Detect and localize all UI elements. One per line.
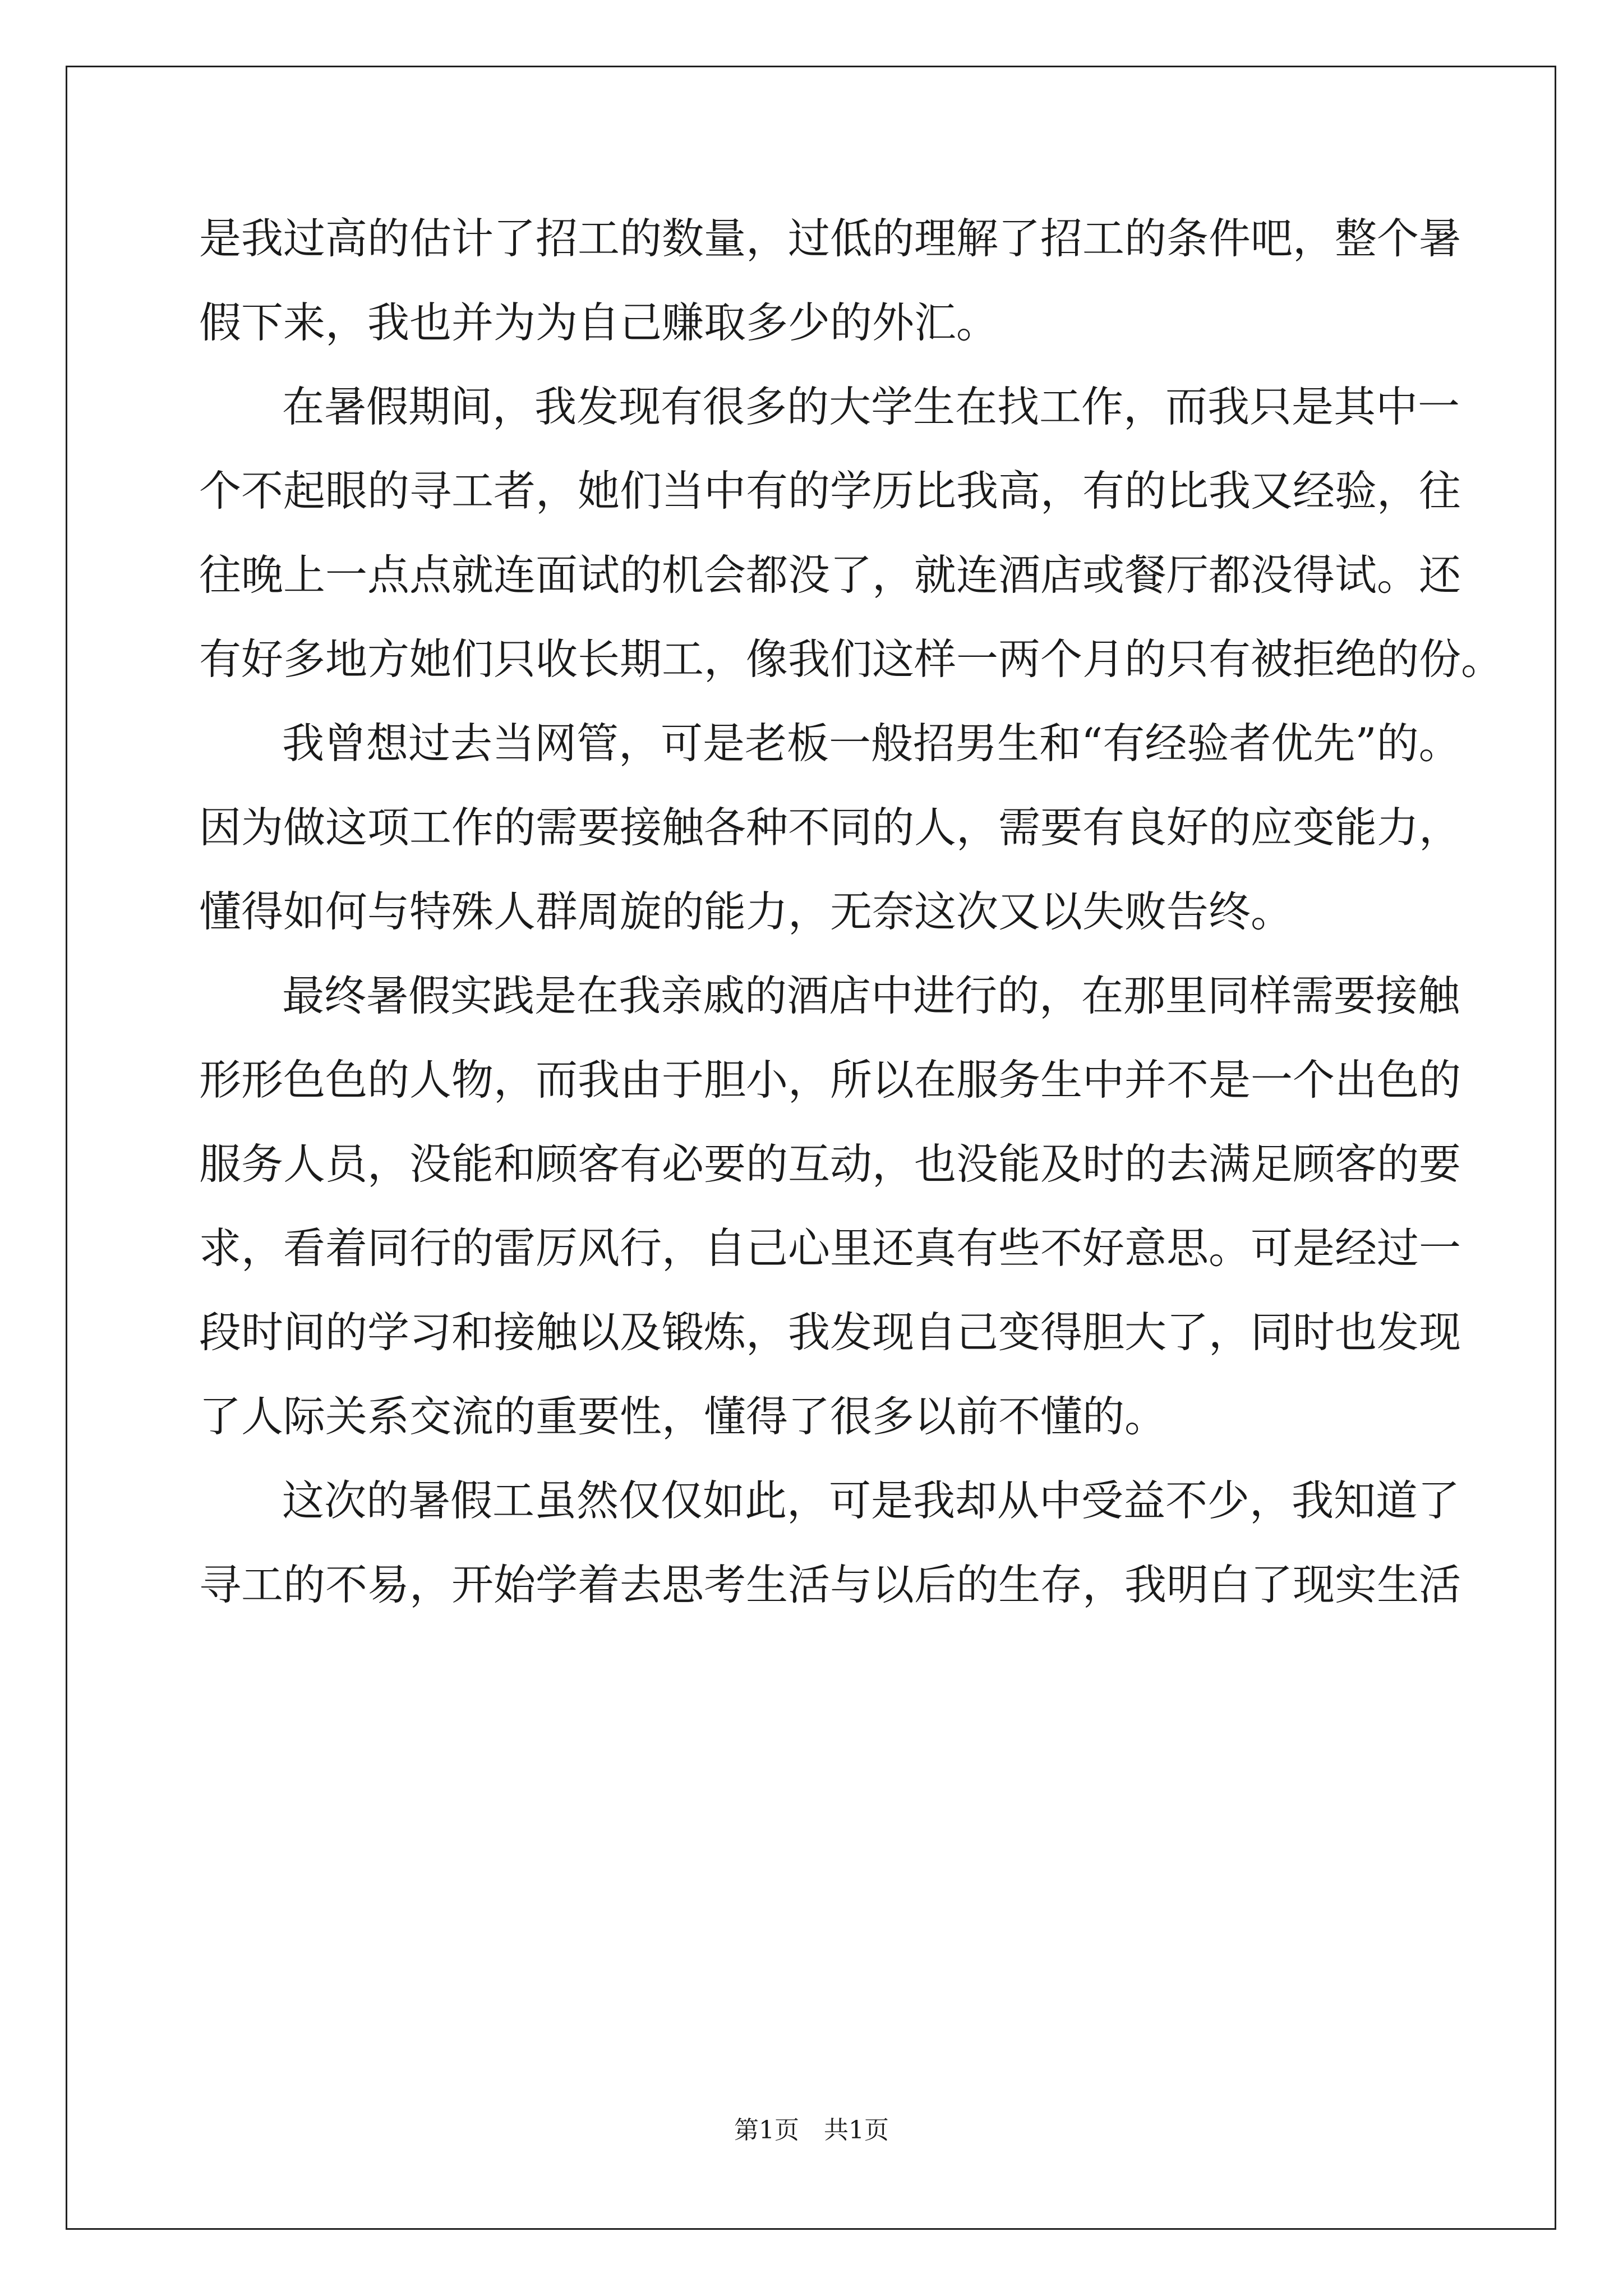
text-line: 了人际关系交流的重要性，懂得了很多以前不懂的。 [199, 1392, 1167, 1441]
text-line: 个不起眼的寻工者，她们当中有的学历比我高，有的比我又经验，往 [199, 466, 1461, 516]
text-line: 寻工的不易，开始学着去思考生活与以后的生存，我明白了现实生活 [199, 1560, 1461, 1609]
text-line: 形形色色的人物，而我由于胆小，所以在服务生中并不是一个出色的 [199, 1055, 1461, 1105]
text-line: 因为做这项工作的需要接触各种不同的人，需要有良好的应变能力， [199, 803, 1461, 852]
page-footer: 第1页 共1页 [734, 2116, 889, 2145]
text-line: 往晚上一点点就连面试的机会都没了，就连酒店或餐厅都没得试。还 [199, 550, 1461, 600]
text-line: 是我过高的估计了招工的数量，过低的理解了招工的条件吧，整个暑 [199, 214, 1461, 263]
document-body [199, 196, 1504, 1627]
text-line: 有好多地方她们只收长期工，像我们这样一两个月的只有被拒绝的份。 [199, 634, 1504, 684]
text-line: 段时间的学习和接触以及锻炼，我发现自己变得胆大了，同时也发现 [199, 1308, 1461, 1357]
text-line: 服务人员，没能和顾客有必要的互动，也没能及时的去满足顾客的要 [199, 1139, 1461, 1189]
text-line: 懂得如何与特殊人群周旋的能力，无奈这次又以失败告终。 [199, 887, 1293, 936]
paragraph-start-line: 这次的暑假工虽然仅仅如此，可是我却从中受益不少，我知道了 [282, 1476, 1460, 1525]
text-line: 假下来，我也并为为自己赚取多少的外汇。 [199, 298, 999, 347]
paragraph-start-line: 我曾想过去当网管，可是老板一般招男生和“有经验者优先”的。 [282, 719, 1461, 768]
text-line: 求，看着同行的雷厉风行，自己心里还真有些不好意思。可是经过一 [199, 1223, 1461, 1273]
paragraph-start-line: 在暑假期间，我发现有很多的大学生在找工作，而我只是其中一 [282, 382, 1460, 431]
paragraph-start-line: 最终暑假实践是在我亲戚的酒店中进行的，在那里同样需要接触 [282, 971, 1460, 1020]
